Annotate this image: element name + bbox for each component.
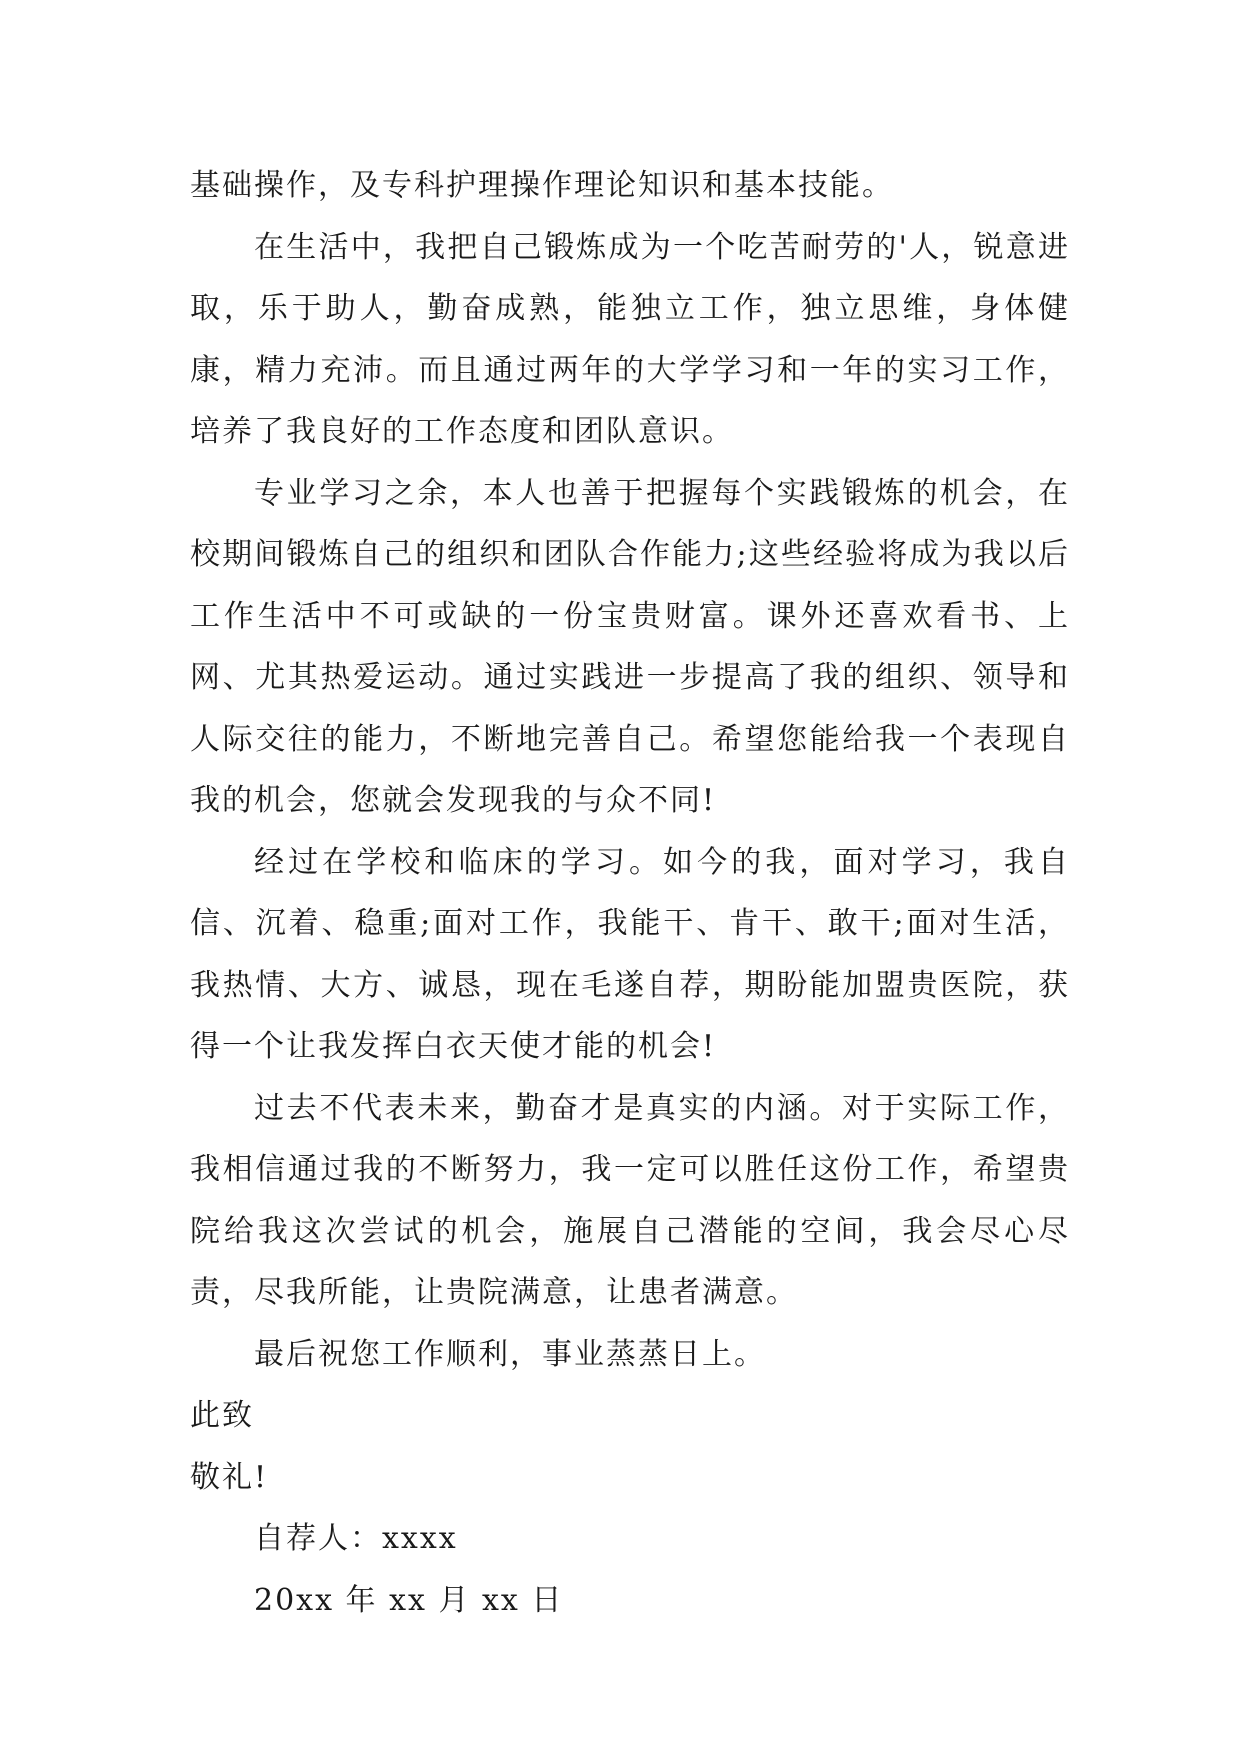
paragraph-3: 专业学习之余，本人也善于把握每个实践锻炼的机会，在校期间锻炼自己的组织和团队合作能力;这些经验将成为我以后工作生活中不可或缺的一份宝贵财富。课外还喜欢看书、上网、尤其热爱运动。通过实践进一步提高了我的组织、领导和人际交往的能力，不断地完善自己。希望您能给我一个表现自我的机会，您就会发现我的与众不同! xyxy=(190,475,1070,818)
paragraph-4: 经过在学校和临床的学习。如今的我，面对学习，我自信、沉着、稳重;面对工作，我能干、肯干、敢干;面对生活，我热情、大方、诚恳，现在毛遂自荐，期盼能加盟贵医院，获得一个让我发挥白衣天使才能的机会! xyxy=(190,844,1070,1064)
signature-recommender: 自荐人：xxxx xyxy=(254,1521,458,1556)
closing-line-2: 敬礼! xyxy=(190,1459,269,1495)
paragraph-6: 最后祝您工作顺利，事业蒸蒸日上。 xyxy=(254,1336,766,1372)
closing-line-1: 此致 xyxy=(190,1398,254,1433)
paragraph-5: 过去不代表未来，勤奋才是真实的内涵。对于实际工作，我相信通过我的不断努力，我一定可以胜任这份工作，希望贵院给我这次尝试的机会，施展自己潜能的空间，我会尽心尽责，尽我所能，让贵院满意，让患者满意。 xyxy=(190,1090,1070,1310)
letter-body xyxy=(190,155,1070,1631)
paragraph-2: 在生活中，我把自己锻炼成为一个吃苦耐劳的'人，锐意进取，乐于助人，勤奋成熟，能独立工作，独立思维，身体健康，精力充沛。而且通过两年的大学学习和一年的实习工作，培养了我良好的工作态度和团队意识。 xyxy=(190,229,1070,449)
paragraph-1: 基础操作，及专科护理操作理论知识和基本技能。 xyxy=(190,168,894,203)
signature-date: 20xx 年 xx 月 xx 日 xyxy=(254,1582,564,1618)
